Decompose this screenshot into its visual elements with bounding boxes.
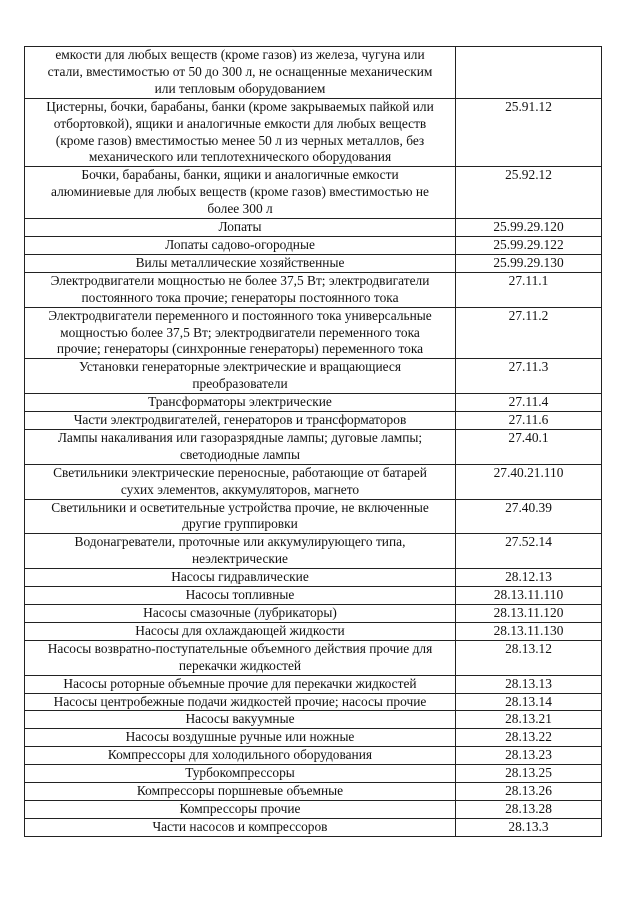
product-name-line: Насосы воздушные ручные или ножные: [125, 729, 355, 745]
okpd2-code-cell: 27.11.3: [456, 359, 602, 394]
product-name-line: Части насосов и компрессоров: [152, 818, 328, 834]
product-name-cell: [25, 765, 456, 783]
product-name-cell: [25, 622, 456, 640]
product-name-cell: [25, 534, 456, 569]
table-row: [25, 622, 602, 640]
product-name-line: Компрессоры поршневые объемные: [136, 783, 344, 799]
product-name-line: Лампы накаливания или газоразрядные лампы; дуговые лампы;: [57, 429, 423, 445]
table-row: [25, 47, 602, 99]
table-row: [25, 640, 602, 675]
product-name-cell: [25, 254, 456, 272]
product-name-line: Части электродвигателей, генераторов и трансформаторов: [73, 412, 407, 428]
product-name-line: мощностью более 37,5 Вт; электродвигатели переменного тока: [60, 324, 420, 340]
table-row: [25, 569, 602, 587]
product-name-line: другие группировки: [182, 516, 298, 532]
product-name-line: Лопаты садово-огородные: [165, 236, 315, 252]
okpd2-code-cell: 28.12.13: [456, 569, 602, 587]
okpd2-code-cell: 25.99.29.122: [456, 236, 602, 254]
product-name-line: механического или теплотехнического оборудования: [88, 149, 392, 165]
table-row: [25, 499, 602, 534]
product-name-cell: [25, 729, 456, 747]
product-name-line: Насосы возвратно-поступательные объемного действия прочие для: [47, 640, 433, 656]
product-name-line: Насосы гидравлические: [171, 569, 309, 585]
product-name-line: Насосы вакуумные: [185, 711, 295, 727]
okpd2-code-cell: 27.11.1: [456, 272, 602, 307]
product-name-cell: [25, 569, 456, 587]
product-name-line: Компрессоры для холодильного оборудования: [107, 747, 373, 763]
product-name-line: стали, вместимостью от 50 до 300 л, не оснащенные механическим: [47, 63, 433, 79]
okpd2-code-cell: 28.13.12: [456, 640, 602, 675]
product-name-line: Насосы центробежные подачи жидкостей прочие; насосы прочие: [53, 693, 427, 709]
table-row: [25, 605, 602, 623]
product-name-line: прочие; генераторы (синхронные генераторы) переменного тока: [56, 341, 424, 357]
okpd2-code-cell: [456, 47, 602, 99]
product-name-line: или тепловым оборудованием: [154, 80, 326, 96]
okpd2-code-cell: 25.99.29.120: [456, 219, 602, 237]
product-name-cell: [25, 307, 456, 359]
product-name-cell: [25, 394, 456, 412]
table-row: [25, 307, 602, 359]
okpd2-code-cell: 27.11.4: [456, 394, 602, 412]
product-name-line: Светильники и осветительные устройства прочие, не включенные: [51, 499, 429, 515]
table-row: [25, 98, 602, 167]
table-row: [25, 800, 602, 818]
okpd2-code-cell: 27.52.14: [456, 534, 602, 569]
table-row: [25, 783, 602, 801]
okpd2-code-cell: 25.99.29.130: [456, 254, 602, 272]
product-name-line: алюминиевые для любых веществ (кроме газов) вместимостью не: [51, 184, 429, 200]
table-row: [25, 236, 602, 254]
product-name-line: Насосы смазочные (лубрикаторы): [143, 605, 337, 620]
okpd2-code-cell: 27.11.6: [456, 412, 602, 430]
okpd2-code-cell: 28.13.3: [456, 818, 602, 836]
product-name-line: Насосы роторные объемные прочие для перекачки жидкостей: [63, 675, 417, 691]
okpd2-code-cell: 28.13.28: [456, 800, 602, 818]
product-name-line: Насосы топливные: [185, 587, 295, 603]
table-row: [25, 818, 602, 836]
product-name-cell: [25, 693, 456, 711]
okpd2-code-cell: 27.40.21.110: [456, 464, 602, 499]
okpd2-code-cell: 25.92.12: [456, 167, 602, 219]
okpd2-code-cell: 28.13.22: [456, 729, 602, 747]
table-row: [25, 464, 602, 499]
product-name-cell: [25, 640, 456, 675]
product-name-cell: [25, 605, 456, 623]
product-name-line: Электродвигатели переменного и постоянного тока универсальные: [48, 307, 432, 323]
product-name-cell: [25, 359, 456, 394]
product-name-cell: [25, 236, 456, 254]
product-name-line: Лопаты: [218, 219, 262, 235]
okpd2-code-cell: 28.13.26: [456, 783, 602, 801]
product-name-cell: [25, 675, 456, 693]
table-row: [25, 765, 602, 783]
product-name-cell: [25, 587, 456, 605]
okpd2-code-cell: 28.13.23: [456, 747, 602, 765]
product-name-line: Водонагреватели, проточные или аккумулирующего типа,: [74, 534, 406, 550]
product-name-line: Трансформаторы электрические: [148, 394, 332, 410]
table-row: [25, 167, 602, 219]
product-name-line: Цистерны, бочки, барабаны, банки (кроме закрываемых пайкой или: [46, 98, 434, 114]
okpd2-code-cell: 27.40.1: [456, 429, 602, 464]
okpd2-code-cell: 28.13.11.130: [456, 622, 602, 640]
product-name-line: Насосы для охлаждающей жидкости: [135, 622, 345, 638]
product-name-line: постоянного тока прочие; генераторы постоянного тока: [81, 289, 399, 305]
product-name-line: отбортовкой), ящики и аналогичные емкости для любых веществ: [53, 115, 427, 131]
product-name-line: Светильники электрические переносные, работающие от батарей: [53, 464, 427, 480]
okpd2-code-cell: 28.13.25: [456, 765, 602, 783]
product-name-line: Турбокомпрессоры: [185, 765, 295, 781]
okpd2-code-cell: 28.13.13: [456, 675, 602, 693]
table-body: [25, 47, 602, 837]
table-row: [25, 675, 602, 693]
table-row: [25, 711, 602, 729]
table-row: [25, 254, 602, 272]
table-row: [25, 534, 602, 569]
okpd2-code-cell: 28.13.21: [456, 711, 602, 729]
product-name-cell: [25, 412, 456, 430]
okpd2-code-cell: 28.13.11.120: [456, 605, 602, 623]
table-row: [25, 394, 602, 412]
product-name-line: более 300 л: [207, 201, 273, 217]
okpd2-code-cell: 27.11.2: [456, 307, 602, 359]
product-name-line: перекачки жидкостей: [178, 657, 302, 673]
product-name-cell: [25, 219, 456, 237]
product-name-line: Вилы металлические хозяйственные: [135, 254, 345, 270]
product-name-cell: [25, 800, 456, 818]
product-name-line: Бочки, барабаны, банки, ящики и аналогичные емкости: [81, 167, 399, 183]
product-name-line: неэлектрические: [191, 551, 289, 567]
okpd2-code-cell: 25.91.12: [456, 98, 602, 167]
table-row: [25, 729, 602, 747]
product-name-cell: [25, 711, 456, 729]
product-code-table: [24, 46, 602, 837]
product-name-cell: [25, 818, 456, 836]
product-name-cell: [25, 464, 456, 499]
product-name-line: (кроме газов) вместимостью менее 50 л из черных металлов, без: [55, 132, 425, 148]
table-row: [25, 359, 602, 394]
table-row: [25, 693, 602, 711]
product-name-cell: [25, 429, 456, 464]
product-name-line: светодиодные лампы: [180, 446, 300, 462]
table-row: [25, 219, 602, 237]
okpd2-code-cell: 28.13.14: [456, 693, 602, 711]
product-name-cell: [25, 499, 456, 534]
product-name-cell: [25, 98, 456, 167]
product-name-line: сухих элементов, аккумуляторов, магнето: [120, 481, 360, 497]
product-name-line: емкости для любых веществ (кроме газов) из железа, чугуна или: [55, 47, 425, 62]
product-name-cell: [25, 272, 456, 307]
product-name-cell: [25, 47, 456, 99]
table-row: [25, 587, 602, 605]
product-name-line: Установки генераторные электрические и вращающиеся: [78, 359, 401, 375]
table-row: [25, 272, 602, 307]
product-name-cell: [25, 783, 456, 801]
table-row: [25, 412, 602, 430]
okpd2-code-cell: 28.13.11.110: [456, 587, 602, 605]
okpd2-code-cell: 27.40.39: [456, 499, 602, 534]
product-name-line: преобразователи: [192, 376, 288, 392]
product-name-line: Компрессоры прочие: [179, 800, 301, 816]
product-name-cell: [25, 747, 456, 765]
table-row: [25, 429, 602, 464]
product-name-line: Электродвигатели мощностью не более 37,5 Вт; электродвигатели: [50, 272, 430, 288]
product-name-cell: [25, 167, 456, 219]
table-row: [25, 747, 602, 765]
